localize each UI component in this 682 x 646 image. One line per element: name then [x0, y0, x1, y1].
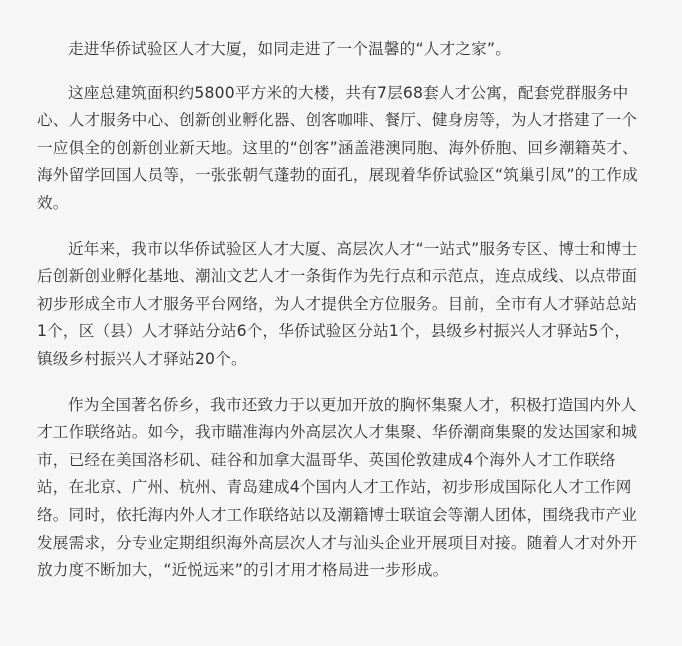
article-paragraph-2: 这座总建筑面积约5800平方米的大楼，共有7层68套人才公寓，配套党群服务中心、人才服务中心、创新创业孵化器、创客咖啡、餐厅、健身房等，为人才搭建了一个一应俱全的创新创业新天地。这里的“创客”涵盖港澳同胞、海外侨胞、回乡潮籍英才、海外留学回国人员等，一张张朝气蓬勃的面孔，展现着华侨试验区“筑巢引凤”的工作成效。 — [37, 83, 638, 212]
article-paragraph-3: 近年来，我市以华侨试验区人才大厦、高层次人才“一站式”服务专区、博士和博士后创新创业孵化基地、潮汕文艺人才一条街作为先行点和示范点，连点成线、以点带面初步形成全市人才服务平台网络，为人才提供全方位服务。目前，全市有人才驿站总站1个，区（县）人才驿站分站6个，华侨试验区分站1个，县级乡村振兴人才驿站5个，镇级乡村振兴人才驿站20个。 — [37, 239, 638, 368]
article-paragraph-1: 走进华侨试验区人才大厦，如同走进了一个温馨的“人才之家”。 — [68, 40, 511, 58]
article-paragraph-4: 作为全国著名侨乡，我市还致力于以更加开放的胸怀集聚人才，积极打造国内外人才工作联络站。如今，我市瞄准海内外高层次人才集聚、华侨潮商集聚的发达国家和城市，已经在美国洛杉矶、硅谷和加拿大温哥华、英国伦敦建成4个海外人才工作联络站，在北京、广州、杭州、青岛建成4个国内人才工作站，初步形成国际化人才工作网络。同时，依托海内外人才工作联络站以及潮籍博士联谊会等潮人团体，围绕我市产业发展需求，分专业定期组织海外高层次人才与汕头企业开展项目对接。随着人才对外开放力度不断加大，“近悦远来”的引才用才格局进一步形成。 — [37, 395, 638, 580]
